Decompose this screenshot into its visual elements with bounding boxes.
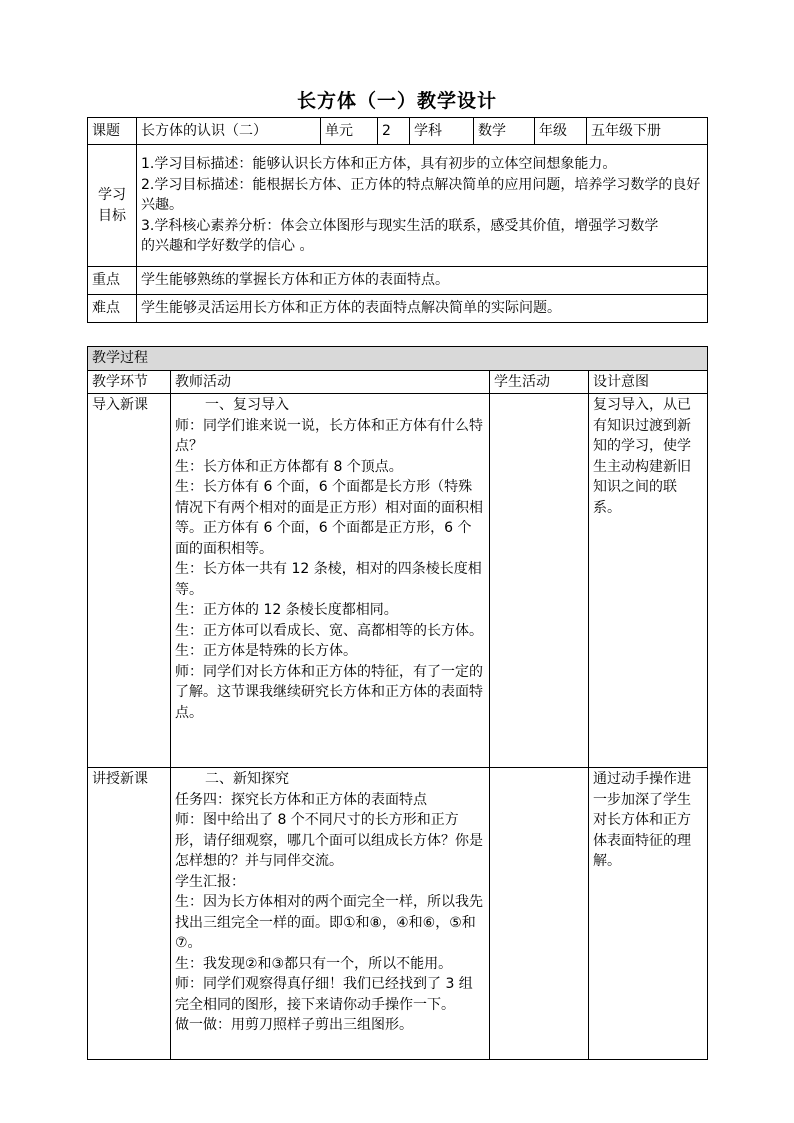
- activity-line: 生：长方体有 6 个面，6 个面都是长方形（特殊情况下有两个相对的面是正方形）相对面的面积相等。正方体有 6 个面，6 个面都是正方形，6 个面的面积相等。: [175, 479, 483, 557]
- teacher-activity-new: [171, 768, 490, 1060]
- activity-line: 生：长方体和正方体都有 8 个顶点。: [175, 458, 403, 475]
- activity-line: 生：正方体的 12 条棱长度都相同。: [175, 602, 398, 618]
- activity-line: 师：图中给出了 8 个不同尺寸的长方形和正方形，请仔细观察，哪几个面可以组成长方体？你是怎样想的？并与同伴交流。: [175, 812, 483, 869]
- difficulty-label: 难点: [88, 295, 137, 323]
- document-title: 长方体（一）教学设计: [296, 90, 497, 112]
- col-student-header: 学生活动: [490, 370, 589, 394]
- activity-line: 生：正方体可以看成长、宽、高都相等的长方体。: [175, 622, 483, 639]
- col-teacher-header: 教师活动: [171, 370, 490, 394]
- teacher-activity-intro: [171, 394, 490, 768]
- section-heading: 二、新知探究: [205, 771, 289, 787]
- difficulty-text: 学生能够灵活运用长方体和正方体的表面特点解决简单的实际问题。: [137, 295, 708, 323]
- activity-line: 学生汇报：: [175, 873, 245, 890]
- activity-line: 生：因为长方体相对的两个面完全一样，所以我先找出三组完全一样的面。即①和⑧，④和⑥，⑤和⑦。: [175, 894, 483, 951]
- goal-item: 2.学习目标描述：能根据长方体、正方体的特点解决简单的应用问题，培养学习数学的良好兴趣。: [141, 176, 701, 214]
- design-intent-intro: 复习导入，从已有知识过渡到新知的学习，使学生主动构建新旧知识之间的联系。: [589, 394, 708, 768]
- activity-line: 生：长方体一共有 12 条棱，相对的四条棱长度相等。: [175, 561, 482, 598]
- student-activity-intro: [490, 394, 589, 768]
- activity-line: 做一做：用剪刀照样子剪出三组图形。: [175, 1017, 413, 1033]
- topic-value: 长方体的认识（二）: [137, 118, 321, 145]
- activity-line: 师：同学们谁来说一说，长方体和正方体有什么特点？: [175, 417, 483, 454]
- goals-label: [88, 145, 137, 267]
- activity-line: 任务四：探究长方体和正方体的表面特点: [175, 791, 427, 808]
- lesson-info-table: [87, 117, 708, 323]
- activity-line: 生：我发现②和③都只有一个，所以不能用。: [175, 955, 453, 972]
- activity-line: 师：同学们观察得真仔细！我们已经找到了 3 组完全相同的图形，接下来请你动手操作一下。: [175, 976, 473, 1013]
- activity-line: 生：正方体是特殊的长方体。: [175, 643, 357, 659]
- topic-label: 课题: [88, 118, 137, 145]
- subject-label: 学科: [410, 118, 474, 145]
- grade-value: 五年级下册: [587, 118, 708, 145]
- col-stage-header: 教学环节: [88, 370, 171, 394]
- col-design-header: 设计意图: [589, 370, 708, 394]
- grade-label: 年级: [535, 118, 587, 145]
- design-intent-new: 通过动手操作进一步加深了学生对长方体和正方体表面特征的理解。: [589, 768, 708, 1060]
- unit-value: 2: [378, 118, 410, 145]
- section-heading: 一、复习导入: [205, 397, 289, 413]
- goals-content: [137, 145, 708, 267]
- goals-label-line-2: 目标: [98, 207, 126, 224]
- student-activity-new: [490, 768, 589, 1060]
- goal-item: 3.学科核心素养分析：体会立体图形与现实生活的联系，感受其价值，增强学习数学: [141, 217, 659, 234]
- stage-new-lesson: 讲授新课: [88, 768, 171, 1060]
- key-point-text: 学生能够熟练的掌握长方体和正方体的表面特点。: [137, 267, 708, 295]
- teaching-process-table: [87, 346, 708, 1060]
- stage-intro: 导入新课: [88, 394, 171, 768]
- process-header: 教学过程: [88, 347, 708, 371]
- goal-item: 的兴趣和学好数学的信心 。: [141, 238, 314, 255]
- goal-item: 1.学习目标描述：能够认识长方体和正方体，具有初步的立体空间想象能力。: [141, 156, 617, 173]
- subject-value: 数学: [474, 118, 535, 145]
- unit-label: 单元: [321, 118, 378, 145]
- key-point-label: 重点: [88, 267, 137, 295]
- activity-line: 师：同学们对长方体和正方体的特征，有了一定的了解。这节课我继续研究长方体和正方体的表面特点。: [175, 663, 483, 721]
- goals-label-line-1: 学习: [98, 187, 126, 203]
